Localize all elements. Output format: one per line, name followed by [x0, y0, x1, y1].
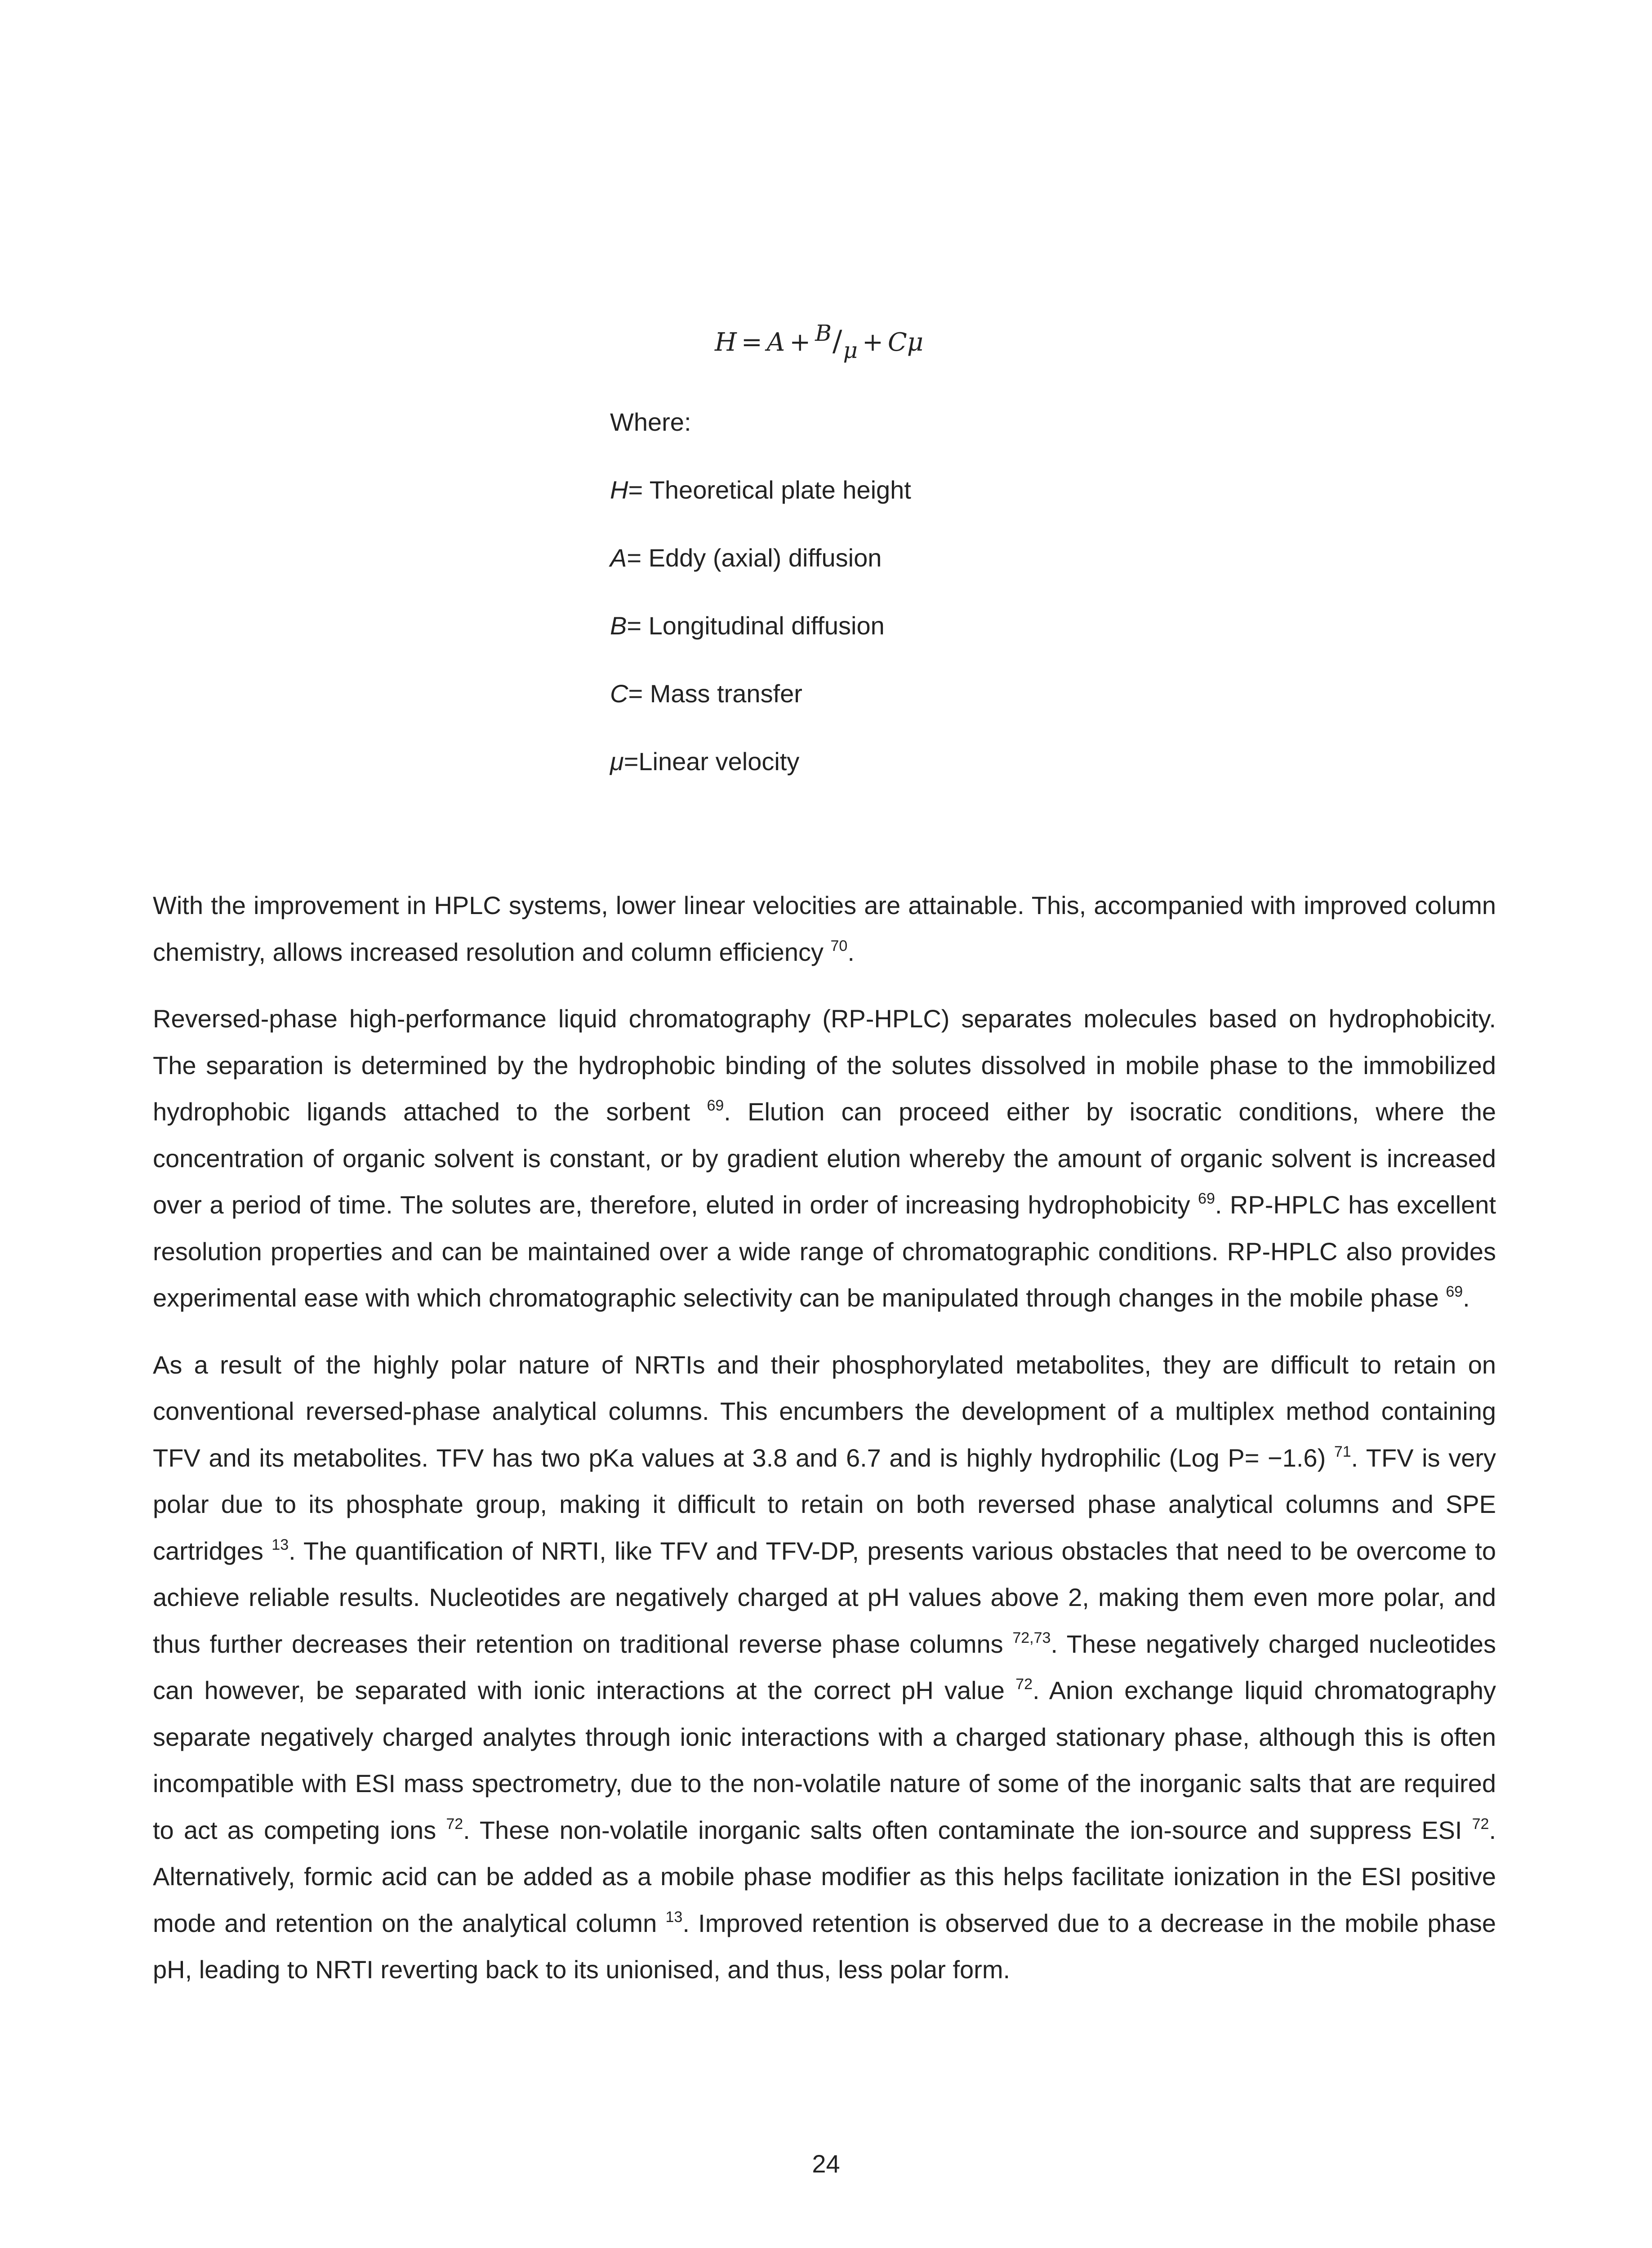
paragraph-nrti-retention: [153, 1342, 1496, 1993]
citation: 72,73: [1012, 1629, 1051, 1646]
citation: 13: [272, 1536, 289, 1553]
definition-item: [610, 475, 1149, 505]
citation: 69: [707, 1097, 724, 1114]
citation: 70: [830, 937, 848, 955]
definition-symbol: B: [610, 611, 627, 640]
equation-plus-1: +: [789, 328, 811, 357]
body-text: [153, 882, 1496, 2013]
where-label: Where:: [610, 408, 691, 436]
text-run: . Improved retention is observed due to a decrease in the mobile phase pH, leading to NRTI reverting back to its unionised, and thus, less polar form.: [153, 1909, 1496, 1984]
text-run: .: [1463, 1284, 1470, 1312]
definition-item: [610, 678, 1149, 709]
citation: 13: [665, 1908, 683, 1926]
definition-text: = Eddy (axial) diffusion: [627, 544, 882, 572]
van-deemter-equation: [715, 320, 924, 363]
text-run: With the improvement in HPLC systems, lower linear velocities are attainable. This, accompanied with improved column chemistry, allows increased resolution and column efficiency: [153, 891, 1496, 966]
citation: 72: [1472, 1815, 1489, 1833]
definition-symbol: H: [610, 476, 628, 504]
definition-item: [610, 746, 1149, 777]
text-run: . Anion exchange liquid chromatography separate negatively charged analytes through ionic interactions with a charged stationary phase, although this is often incompatible with ESI mass spectrometry, due to the non-volatile nature of some of the inorganic salts that are required to act as competing ions: [153, 1676, 1496, 1844]
citation: 69: [1198, 1190, 1215, 1207]
text-run: .: [847, 937, 855, 966]
equation-definitions: [610, 407, 1149, 814]
text-run: . RP-HPLC has excellent resolution properties and can be maintained over a wide range of chromatographic conditions. RP-HPLC also provides experimental ease with which chromatographic selectivity can be manipulated through changes in the mobile phase: [153, 1191, 1496, 1312]
citation: 72: [1015, 1676, 1033, 1693]
definition-symbol: A: [610, 544, 627, 572]
definition-text: = Mass transfer: [628, 679, 802, 708]
text-run: . These non-volatile inorganic salts often contaminate the ion-source and suppress ESI: [463, 1815, 1472, 1844]
equation-slash: /: [832, 325, 842, 358]
page-number: 24: [812, 2150, 840, 2178]
citation: 71: [1334, 1443, 1351, 1460]
text-run: . Elution can proceed either by isocratic conditions, where the concentration of organic solvent is constant, or by gradient elution whereby the amount of organic solvent is increased over a period of time. The solutes are, therefore, eluted in order of increasing hydrophobicity: [153, 1097, 1496, 1219]
text-run: . Alternatively, formic acid can be added as a mobile phase modifier as this helps facilitate ionization in the ESI positive mode and retention on the analytical column: [153, 1815, 1496, 1937]
citation: 69: [1446, 1283, 1463, 1300]
text-run: . The quantification of NRTI, like TFV and TFV-DP, presents various obstacles that need to be overcome to achieve reliable results. Nucleotides are negatively charged at pH values above 2, making them even more polar, and thus further decreases their retention on traditional reverse phase columns: [153, 1536, 1496, 1658]
definition-item: [610, 543, 1149, 573]
definition-symbol: C: [610, 679, 628, 708]
definition-text: = Theoretical plate height: [628, 476, 911, 504]
equation-plus-2: +: [862, 328, 883, 357]
text-run: . These negatively charged nucleotides can however, be separated with ionic interactions at the correct pH value: [153, 1629, 1496, 1704]
definition-text: =Linear velocity: [623, 747, 800, 776]
definition-symbol: μ: [610, 747, 624, 776]
equation-equals: =: [741, 328, 762, 357]
definition-item: [610, 611, 1149, 641]
citation: 72: [446, 1815, 463, 1833]
equation-denominator: μ: [843, 337, 858, 363]
definition-text: = Longitudinal diffusion: [627, 611, 885, 640]
equation-lhs: H: [715, 328, 737, 357]
equation-term-a: A: [766, 328, 785, 357]
paragraph-rp-hplc: [153, 995, 1496, 1321]
paragraph-hplc-improvement: [153, 882, 1496, 975]
text-run: As a result of the highly polar nature of NRTIs and their phosphorylated metabolites, they are difficult to retain on conventional reversed-phase analytical columns. This encumbers the development of a multiplex method containing TFV and its metabolites. TFV has two pKa values at 3.8 and 6.7 and is highly hydrophilic (Log P= −1.6): [153, 1350, 1496, 1472]
text-run: . TFV is very polar due to its phosphate group, making it difficult to retain on both reversed phase analytical columns and SPE cartridges: [153, 1443, 1496, 1565]
text-run: Reversed-phase high-performance liquid chromatography (RP-HPLC) separates molecules based on hydrophobicity. The separation is determined by the hydrophobic binding of the solutes dissolved in mobile phase to the immobilized hydrophobic ligands attached to the sorbent: [153, 1004, 1496, 1126]
equation-term-c: Cμ: [887, 328, 924, 357]
equation-numerator: B: [815, 320, 832, 346]
